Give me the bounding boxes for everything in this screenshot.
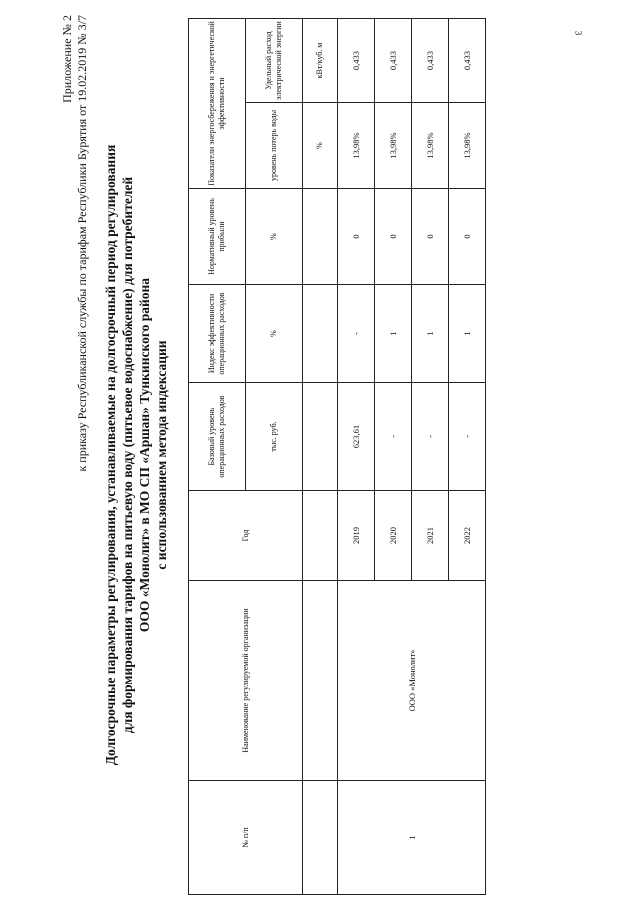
header-year: Год (189, 491, 303, 581)
table-row (338, 19, 375, 895)
index-cell: 1 (412, 285, 449, 383)
year-cell: 2022 (449, 491, 486, 581)
index-cell: 1 (375, 285, 412, 383)
base-cell: - (449, 383, 486, 491)
spacer-cell (303, 491, 338, 581)
spacer-cell (303, 285, 338, 383)
header-organization: Наименование регулируемой организации (189, 581, 303, 781)
header-water-losses: уровень потерь воды (246, 103, 303, 189)
index-cell: 1 (449, 285, 486, 383)
spacer-cell (303, 383, 338, 491)
profit-cell: 0 (412, 189, 449, 285)
unit-base: тыс. руб. (246, 383, 303, 491)
losses-cell: 13,98% (449, 103, 486, 189)
organization-name: ООО «Монолит» (338, 581, 486, 781)
index-cell: - (338, 285, 375, 383)
header-efficiency-index: Индекс эффективности операционных расходов (189, 285, 246, 383)
unit-specific: кВт/куб. м (303, 19, 338, 103)
row-number: 1 (338, 781, 486, 895)
header-base-expenses: Базовый уровень операционных расходов (189, 383, 246, 491)
header-energy-indicators: Показатели энергосбережения и энергетической эффективности (189, 19, 246, 189)
page-number: 3 (572, 30, 583, 36)
year-cell: 2021 (412, 491, 449, 581)
header-specific-energy: Удельный расход электрической энергии (246, 19, 303, 103)
year-cell: 2020 (375, 491, 412, 581)
rotated-page-content (60, 15, 580, 895)
specific-cell: 0,433 (449, 19, 486, 103)
base-cell: 623,61 (338, 383, 375, 491)
profit-cell: 0 (375, 189, 412, 285)
title-line-4: с использованием метода индексации (154, 340, 169, 570)
appendix-header (60, 15, 90, 895)
unit-losses: % (303, 103, 338, 189)
base-cell: - (375, 383, 412, 491)
profit-cell: 0 (338, 189, 375, 285)
losses-cell: 13,98% (412, 103, 449, 189)
title-line-2: для формирования тарифов на питьевую воду (питьевое водоснабжение) для потребителей (120, 176, 135, 734)
specific-cell: 0,433 (412, 19, 449, 103)
unit-index: % (246, 285, 303, 383)
year-cell: 2019 (338, 491, 375, 581)
appendix-order-reference: к приказу Республиканской службы по тарифам Республики Бурятия от 19.02.2019 № 3/7 (75, 15, 89, 472)
specific-cell: 0,433 (375, 19, 412, 103)
spacer-cell (303, 581, 338, 781)
document-title (102, 15, 170, 895)
appendix-number: Приложение № 2 (60, 15, 74, 103)
profit-cell: 0 (449, 189, 486, 285)
losses-cell: 13,98% (375, 103, 412, 189)
base-cell: - (412, 383, 449, 491)
header-profit-level: Нормативный уровень прибыли (189, 189, 246, 285)
specific-cell: 0,433 (338, 19, 375, 103)
header-num: № п/п (189, 781, 303, 895)
title-line-1: Долгосрочные параметры регулирования, устанавливаемые на долгосрочный период регулирования (103, 144, 118, 766)
losses-cell: 13,98% (338, 103, 375, 189)
spacer-cell (303, 781, 338, 895)
spacer-cell (303, 189, 338, 285)
parameters-table (188, 18, 486, 895)
unit-profit: % (246, 189, 303, 285)
title-line-3: ООО «Монолит» в МО СП «Аршан» Тункинского района (137, 277, 152, 633)
